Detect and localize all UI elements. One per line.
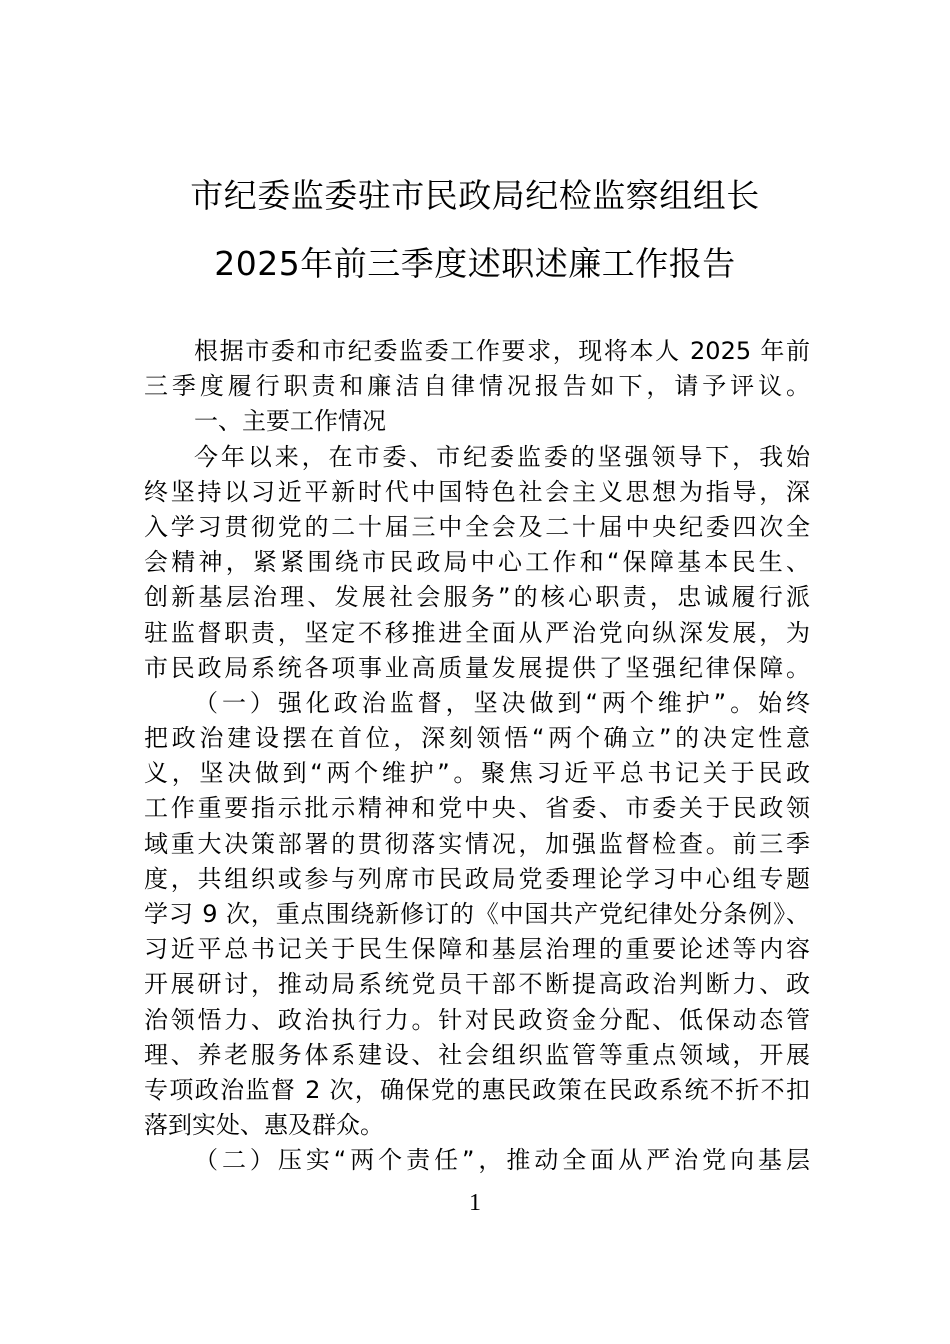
paragraph-line: 根据市委和市纪委监委工作要求，现将本人 2025 年前	[194, 337, 810, 365]
paragraph-line: 义，坚决做到“两个维护”。聚焦习近平总书记关于民政	[144, 759, 810, 788]
paragraph-line: 理、养老服务体系建设、社会组织监管等重点领域，开展	[144, 1040, 810, 1069]
subsection-heading-line: （一）强化政治监督，坚决做到“两个维护”。始终	[194, 688, 810, 717]
paragraph-line: 治领悟力、政治执行力。针对民政资金分配、低保动态管	[144, 1005, 810, 1034]
page-number: 1	[469, 1190, 481, 1216]
paragraph-line: 会精神，紧紧围绕市民政局中心工作和“保障基本民生、	[144, 548, 810, 577]
document-title-line-2: 2025年前三季度述职述廉工作报告	[214, 244, 736, 283]
paragraph-line: 度，共组织或参与列席市民政局党委理论学习中心组专题	[144, 864, 810, 893]
paragraph-line: 工作重要指示批示精神和党中央、省委、市委关于民政领	[144, 794, 810, 823]
paragraph-line: 学习 9 次，重点围绕新修订的《中国共产党纪律处分条例》、	[144, 900, 810, 928]
paragraph-line: 三季度履行职责和廉洁自律情况报告如下，请予评议。	[144, 372, 810, 401]
paragraph-line: 域重大决策部署的贯彻落实情况，加强监督检查。前三季	[144, 829, 810, 858]
paragraph-line: 专项政治监督 2 次，确保党的惠民政策在民政系统不折不扣	[144, 1075, 810, 1104]
document-title-line-1: 市纪委监委驻市民政局纪检监察组组长	[190, 176, 760, 215]
paragraph-line: 今年以来，在市委、市纪委监委的坚强领导下，我始	[194, 442, 810, 471]
paragraph-line: 把政治建设摆在首位，深刻领悟“两个确立”的决定性意	[144, 724, 810, 753]
document-body	[144, 334, 810, 1179]
paragraph-line: 入学习贯彻党的二十届三中全会及二十届中央纪委四次全	[144, 512, 810, 541]
paragraph-line: 落到实处、惠及群众。	[144, 1111, 384, 1140]
subsection-heading-line: （二）压实“两个责任”，推动全面从严治党向基层	[194, 1146, 810, 1175]
section-heading: 一、主要工作情况	[194, 407, 386, 436]
paragraph-line: 创新基层治理、发展社会服务”的核心职责，忠诚履行派	[144, 583, 810, 612]
paragraph-line: 驻监督职责，坚定不移推进全面从严治党向纵深发展，为	[144, 618, 810, 647]
paragraph-line: 终坚持以习近平新时代中国特色社会主义思想为指导，深	[144, 477, 810, 506]
paragraph-line: 开展研讨，推动局系统党员干部不断提高政治判断力、政	[144, 970, 810, 999]
paragraph-line: 市民政局系统各项事业高质量发展提供了坚强纪律保障。	[144, 653, 810, 682]
paragraph-line: 习近平总书记关于民生保障和基层治理的重要论述等内容	[144, 935, 810, 964]
